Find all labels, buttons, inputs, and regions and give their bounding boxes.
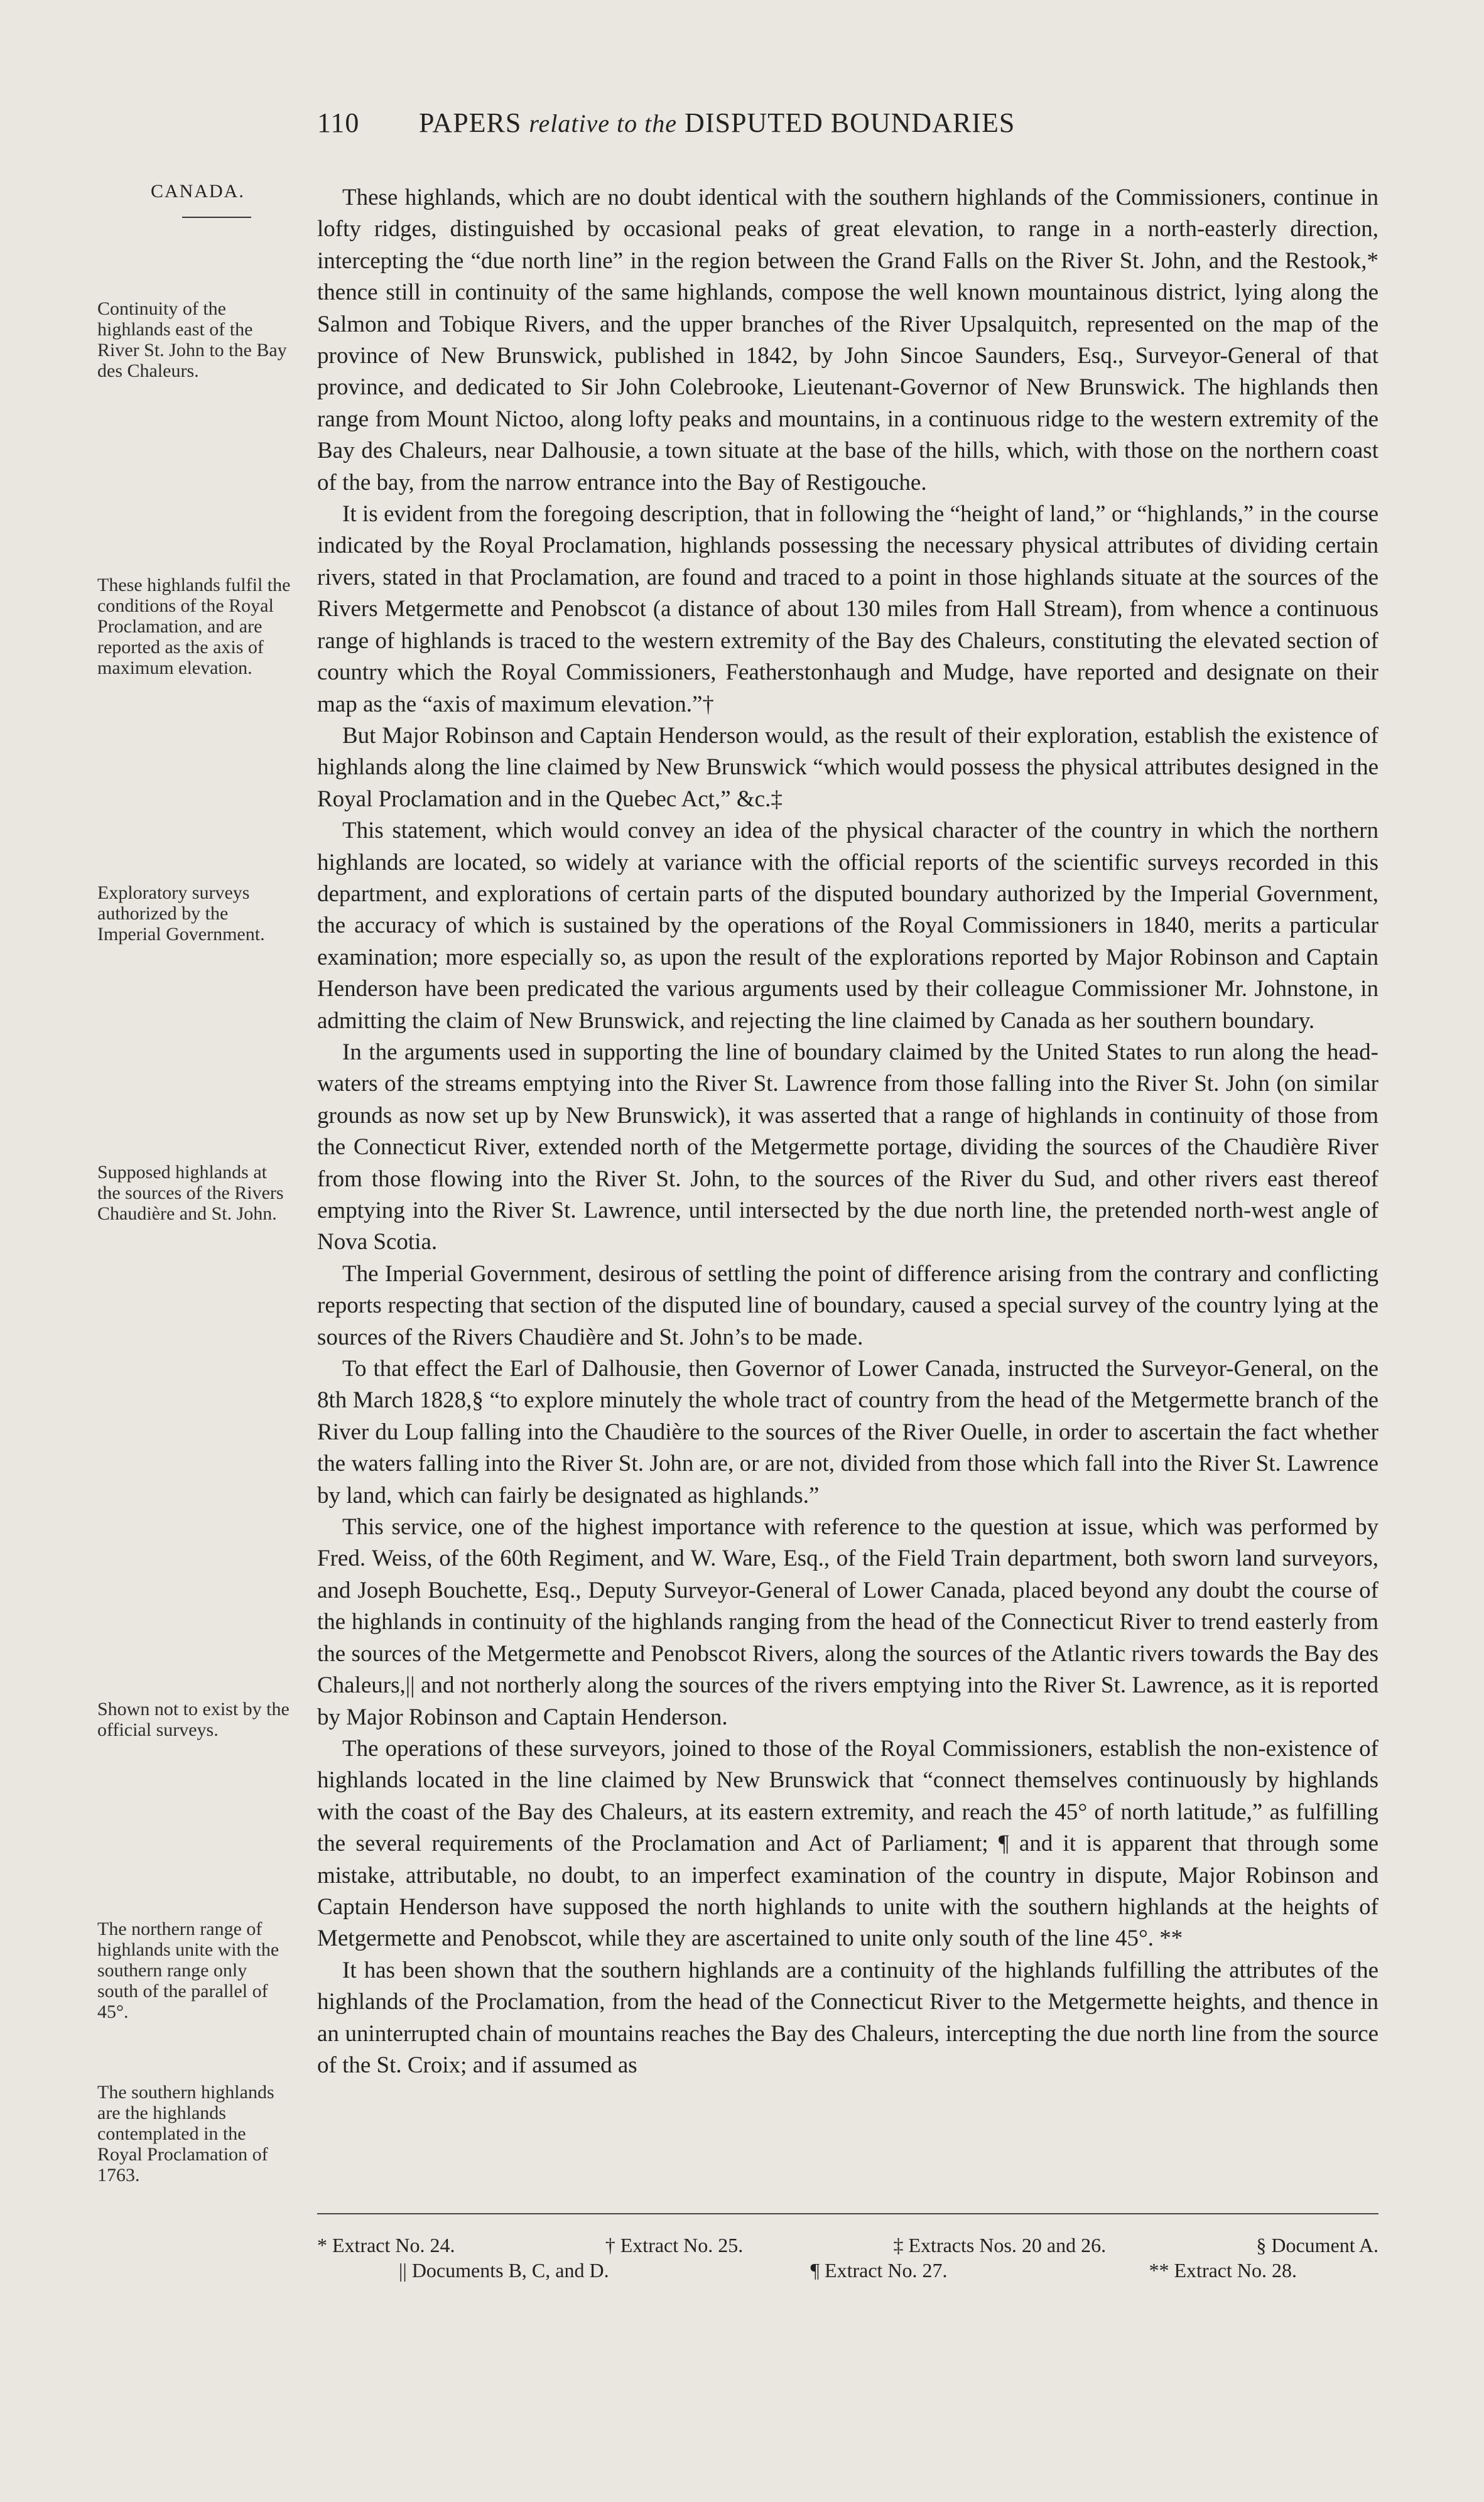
margin-note-2: These highlands fulfil the conditions of the Royal Proclamation, and are reported as the axis of maximum elevation. [97,575,291,678]
body-text [317,182,1378,2081]
paragraph: It has been shown that the southern highlands are a continuity of the highlands fulfilling the attributes of the highlands of the Proclamation, from the head of the Connecticut River to the Metgermette heights, and thence in an uninterrupted chain of mountains reaches the Bay des Chaleurs, intercepting the due north line from the source of the St. Croix; and if assumed as [317,1957,1378,2078]
header-title-italic: relative to the [529,109,678,138]
sidebar-divider [182,217,251,218]
page-header [317,107,1372,139]
margin-note-4: Supposed highlands at the sources of the Rivers Chaudière and St. John. [97,1162,284,1224]
paragraph: To that effect the Earl of Dalhousie, then Governor of Lower Canada, instructed the Surveyor-General, on the 8th March 1828,§ “to explore minutely the whole tract of country from the head of the Metgermette branch of the River du Loup falling into the Chaudière to the sources of the River Ouelle, in order to ascertain the fact whether the waters falling into the River St. John are, or are not, divided from those which fall into the River St. Lawrence by land, which can fairly be designated as highlands.” [317,1356,1378,1508]
page-number: 110 [317,107,360,138]
margin-note-3: Exploratory surveys authorized by the Imperial Government. [97,882,265,945]
footnote: ¶ Extract No. 27. [810,2259,948,2282]
paragraph: But Major Robinson and Captain Henderson would, as the result of their exploration, establish the existence of highlands along the line claimed by New Brunswick “which would possess the physical attributes designed in the Royal Proclamation and in the Quebec Act,” &c.‡ [317,722,1378,812]
margin-note-1: Continuity of the highlands east of the River St. John to the Bay des Chaleurs. [97,298,287,381]
paragraph: The operations of these surveyors, joined to those of the Royal Commissioners, establish the non-existence of highlands located in the line claimed by New Brunswick that “connect themselves continuously by highlands with the coast of the Bay des Chaleurs, at its eastern extremity, and reach the 45° of north latitude,” as fulfilling the several requirements of the Proclamation and Act of Parliament; ¶ and it is apparent that through some mistake, attributable, no doubt, to an imperfect examination of the country in dispute, Major Robinson and Captain Henderson have supposed the north highlands to unite with the southern highlands at the heights of Metgermette and Penobscot, while they are ascertained to unite only south of the line 45°. ** [317,1735,1378,1952]
footnote-row [317,2258,1378,2283]
footnote: ‡ Extracts Nos. 20 and 26. [893,2234,1107,2256]
paragraph: In the arguments used in supporting the line of boundary claimed by the United States to run along the head-waters of the streams emptying into the River St. Lawrence from those falling into the River St. John (on similar grounds as now set up by New Brunswick), it was asserted that a range of highlands in continuity of those from the Connecticut River, extended north of the Metgermette portage, dividing the sources of the Chaudière River from those flowing into the River St. John, to the sources of the River du Sud, and other rivers east thereof emptying into the River St. Lawrence, until intersected by the due north line, the pretended north-west angle of Nova Scotia. [317,1039,1378,1255]
paragraph: The Imperial Government, desirous of settling the point of difference arising from the contrary and conflicting reports respecting that section of the disputed line of boundary, caused a special survey of the country lying at the sources of the Rivers Chaudière and St. John’s to be made. [317,1260,1378,1350]
footnote-row [317,2233,1378,2258]
paragraph: This service, one of the highest importance with reference to the question at issue, which was performed by Fred. Weiss, of the 60th Regiment, and W. Ware, Esq., of the Field Train department, both sworn land surveyors, and Joseph Bouchette, Esq., Deputy Surveyor-General of Lower Canada, placed beyond any doubt the course of the highlands in continuity of the highlands ranging from the head of the Connecticut River to trend easterly from the sources of the Metgermette and Penobscot Rivers, along the sources of the Atlantic rivers towards the Bay des Chaleurs,|| and not northerly along the sources of the rivers emptying into the River St. Lawrence, as it is reported by Major Robinson and Captain Henderson. [317,1514,1378,1730]
footnote: * Extract No. 24. [317,2234,455,2256]
paragraph: It is evident from the foregoing description, that in following the “height of land,” or “highlands,” in the course indicated by the Royal Proclamation, highlands possessing the necessary physical attributes of dividing certain rivers, stated in that Proclamation, are found and traced to a point in those highlands situate at the sources of the Rivers Metgermette and Penobscot (a distance of about 130 miles from Hall Stream), from whence a continuous range of highlands is traced to the western extremity of the Bay des Chaleurs, constituting the elevated section of country which the Royal Commissioners, Featherstonhaugh and Mudge, have reported and designate on their map as the “axis of maximum elevation.”† [317,501,1378,717]
margin-note-7: The southern highlands are the highlands contemplated in the Royal Proclamation of 1763. [97,2082,274,2185]
footnote: † Extract No. 25. [605,2234,744,2256]
margin-note-6: The northern range of highlands unite with the southern range only south of the parallel of 45°. [97,1919,279,2022]
footnote: ** Extract No. 28. [1149,2259,1297,2282]
margin-note-5: Shown not to exist by the official surveys. [97,1699,290,1740]
paragraph: These highlands, which are no doubt identical with the southern highlands of the Commissioners, continue in lofty ridges, distinguished by occasional peaks of great elevation, to range in a north-easterly direction, intercepting the “due north line” in the region between the Grand Falls on the River St. John, and the Restook,* thence still in continuity of the same highlands, compose the well known mountainous district, lying along the Salmon and Tobique Rivers, and the upper branches of the River Upsalquitch, represented on the map of the province of New Brunswick, published in 1842, by John Sincoe Saunders, Esq., Surveyor-General of that province, and dedicated to Sir John Colebrooke, Lieutenant-Governor of New Brunswick. The highlands then range from Mount Nictoo, along lofty peaks and mountains, in a continuous ridge to the western extremity of the Bay des Chaleurs, near Dalhousie, a town situate at the base of the hills, which, with those on the northern coast of the bay, from the narrow entrance into the Bay of Restigouche. [317,185,1378,496]
footnote-divider [317,2213,1378,2214]
footnote: § Document A. [1256,2234,1378,2256]
header-title-pre: PAPERS [419,107,522,138]
footnotes [317,2233,1378,2283]
header-title-post: DISPUTED BOUNDARIES [685,107,1016,138]
footnote: || Documents B, C, and D. [399,2259,609,2282]
sidebar-section-title: CANADA. [151,181,245,202]
paragraph: This statement, which would convey an idea of the physical character of the country in which the northern highlands are located, so widely at variance with the official reports of the scientific surveys recorded in this department, and explorations of certain parts of the disputed boundary authorized by the Imperial Government, the accuracy of which is sustained by the operations of the Royal Commissioners in 1840, merits a particular examination; more especially so, as upon the result of the explorations reported by Major Robinson and Captain Henderson have been predicated the various arguments used by their colleague Commissioner Mr. Johnstone, in admitting the claim of New Brunswick, and rejecting the line claimed by Canada as her southern boundary. [317,818,1378,1034]
